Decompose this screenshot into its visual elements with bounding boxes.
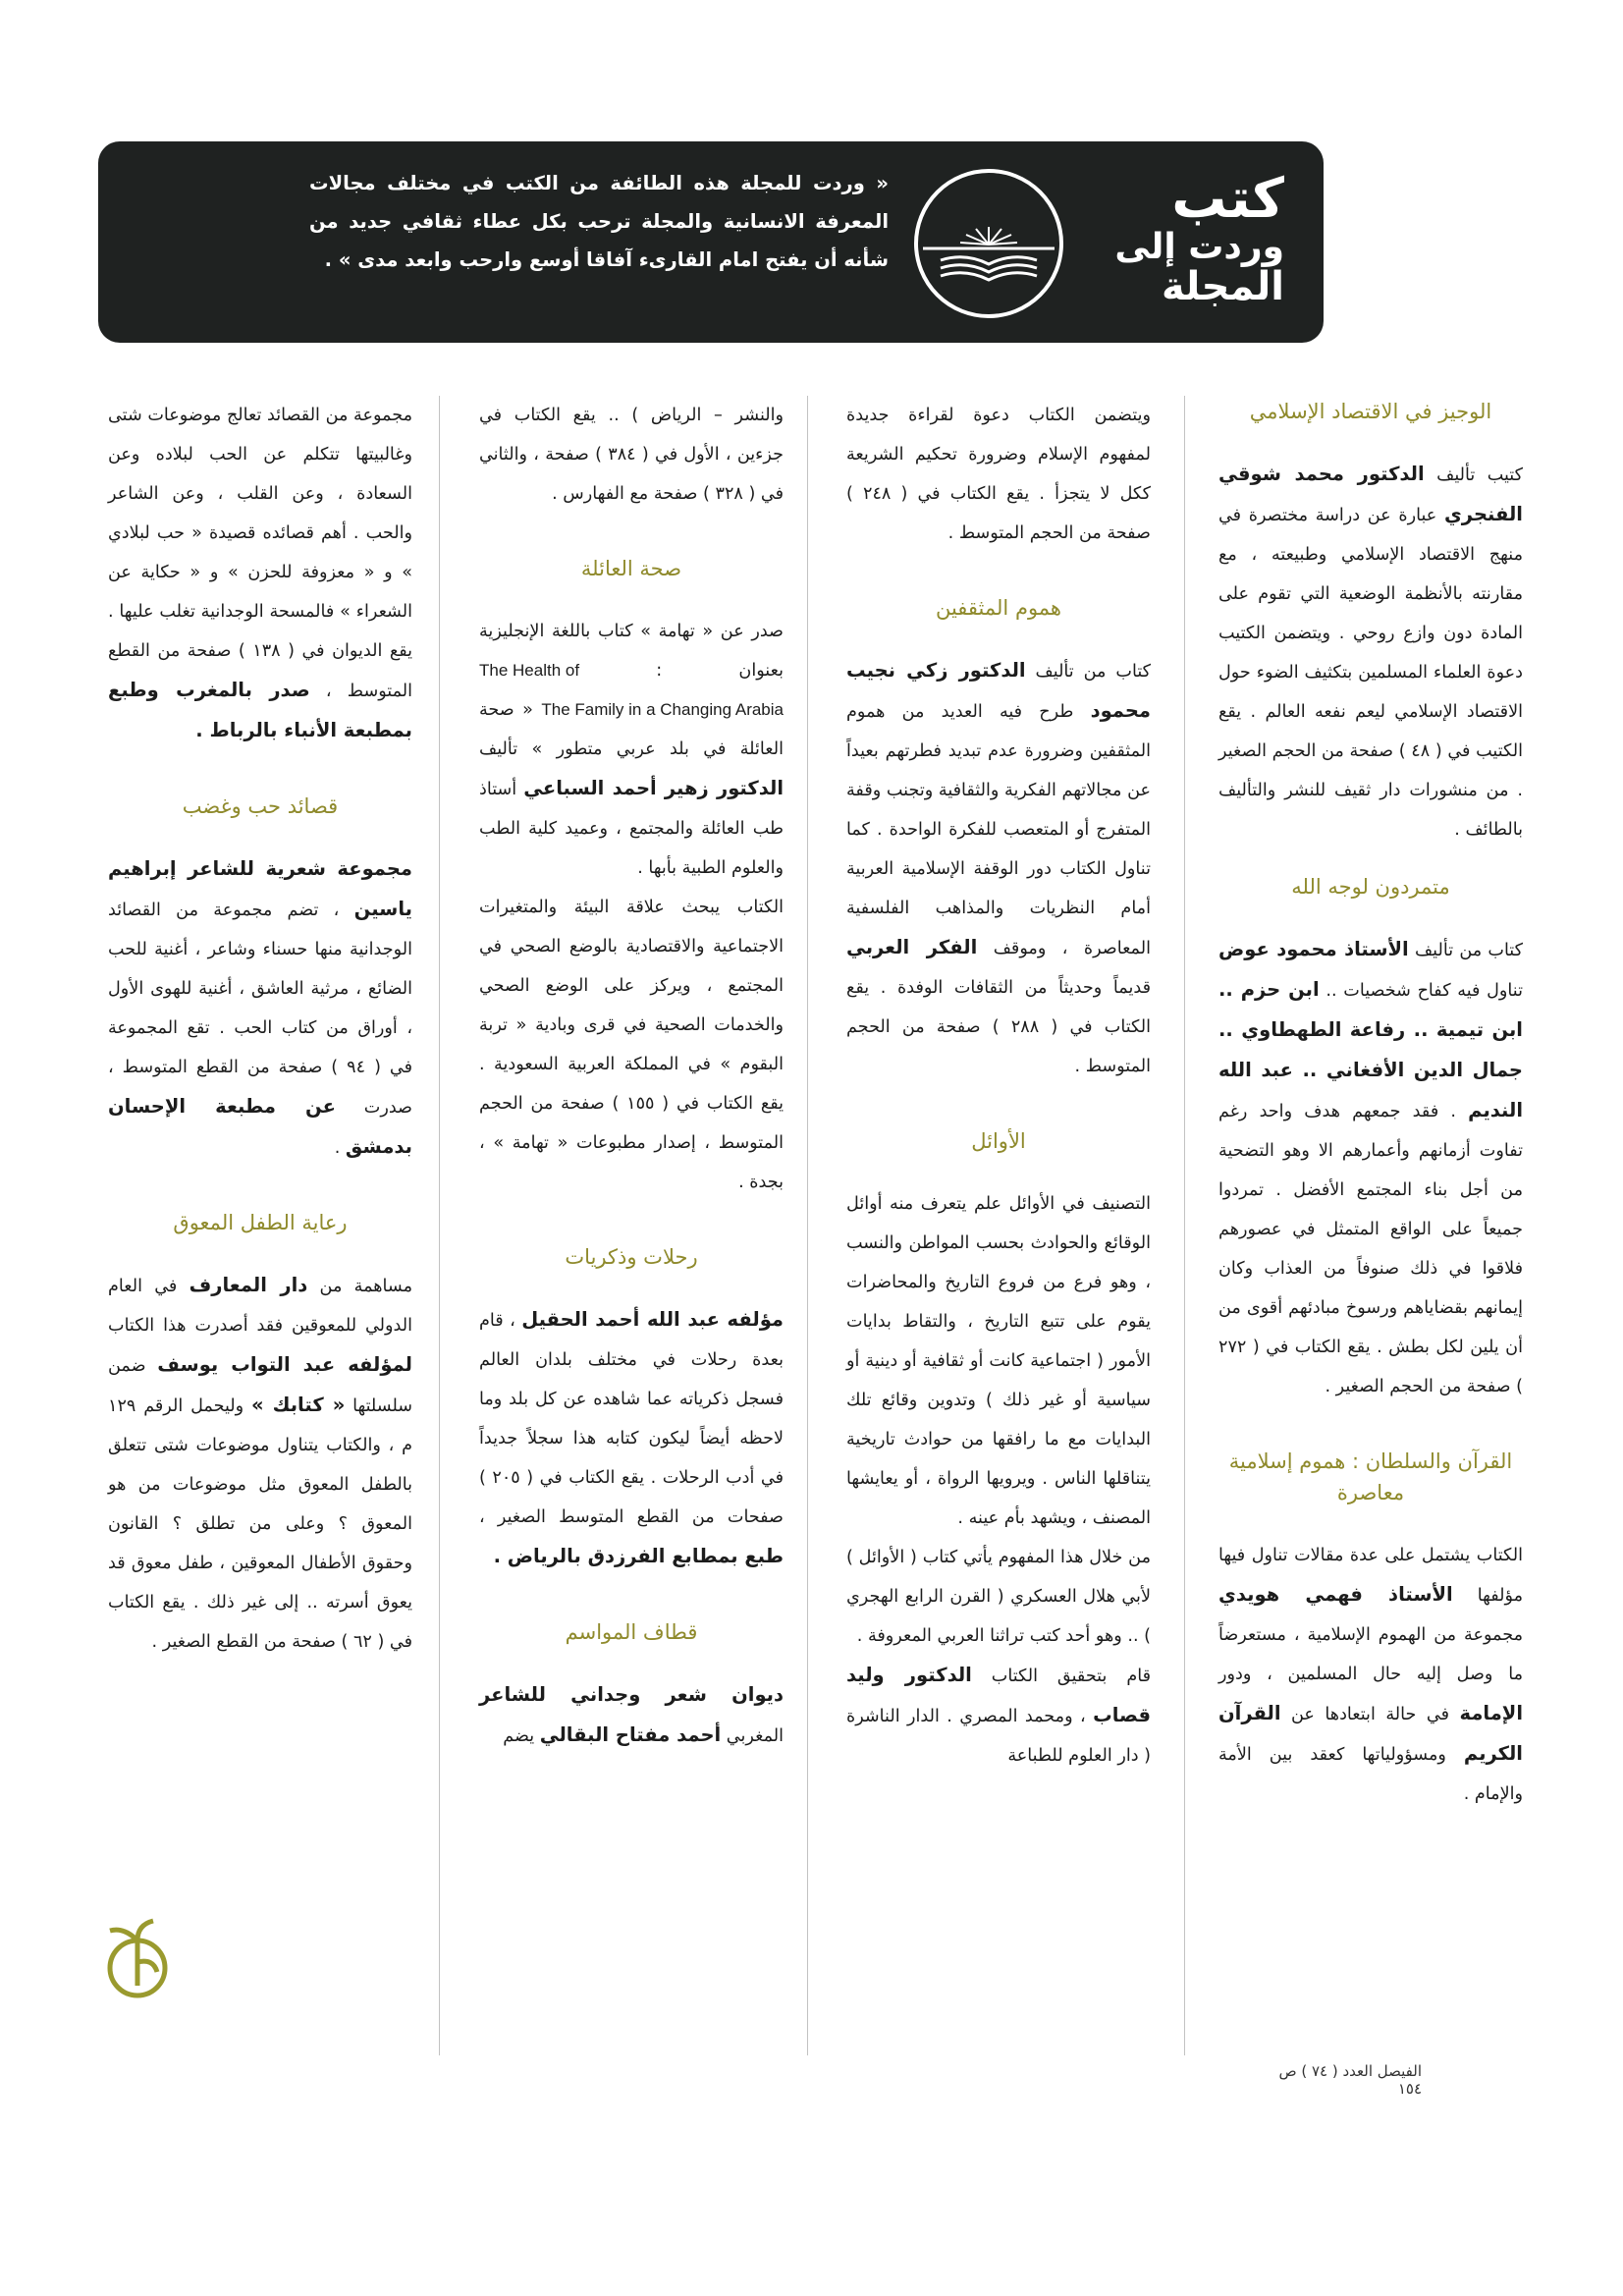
header-banner [98,141,1324,343]
article-paragraph: ويتضمن الكتاب دعوة لقراءة جديدة لمفهوم الإسلام وضرورة تحكيم الشريعة ككل لا يتجزأ . يقع الكتاب في ( ٢٤٨ ) صفحة من الحجم المتوسط . [846,406,1151,543]
section-heading: رعاية الطفل المعوق [173,1211,348,1234]
section-heading: رحلات وذكريات [565,1245,698,1269]
article-paragraph: كتيب تأليف الدكتور محمد شوقي الفنجري عبارة عن دراسة مختصرة في منهج الاقتصاد الإسلامي وطبيعته ، مع مقارنته بالأنظمة الوضعية التي تقوم على المادة دون وازع روحي . ويتضمن الكتيب دعوة العلماء المسلمين بتكثيف الضوء حول الاقتصاد الإسلامي ليعم نفعه العالم . يقع الكتيب في ( ٤٨ ) صفحة من الحجم الصغير . من منشورات دار ثقيف للنشر والتأليف بالطائف . [1218,463,1523,840]
article-paragraph: ديوان شعر وجداني للشاعر المغربي أحمد مفتاح البقالي يضم [479,1683,784,1746]
article-paragraph: من خلال هذا المفهوم يأتي كتاب ( الأوائل ) لأبي هلال العسكري ( القرن الرابع الهجري ) .. وهو أحد كتب تراثنا العربي المعروفة . [846,1548,1151,1646]
column-3 [479,396,784,2065]
magazine-mark-icon [102,1915,173,2001]
article-paragraph: قام بتحقيق الكتاب الدكتور وليد قصاب ، ومحمد المصري . الدار الناشرة ( دار العلوم للطباعة [846,1664,1151,1766]
section-heading: صحة العائلة [580,557,682,580]
article-paragraph: الكتاب يبحث علاقة البيئة والمتغيرات الاجتماعية والاقتصادية بالوضع الصحي في المجتمع ، ويركز على الوضع الصحي والخدمات الصحية في قرى وبادية « تربة البقوم » في المملكة العربية السعودية . يقع الكتاب في ( ١٥٥ ) صفحة من الحجم المتوسط ، إصدار مطبوعات « تهامة » ، بجدة . [479,898,784,1192]
article-paragraph: مؤلفه عبد الله أحمد الحقيل ، قام بعدة رحلات في مختلف بلدان العالم فسجل ذكرياته عما شاهده عن كل بلد وما لاحظه أيضاً ليكون كتابه هذا سجلاً جديداً في أدب الرحلات . يقع الكتاب في ( ٢٠٥ ) صفحات من القطع المتوسط الصغير ، طبع بمطابع الفرزدق بالرياض . [479,1308,784,1567]
article-paragraph: كتاب من تأليف الأستاذ محمود عوض تناول فيه كفاح شخصيات .. ابن حزم .. ابن تيمية .. رفاعة الطهطاوي .. جمال الدين الأفغاني .. عبد الله النديم . فقد جمعهم هدف واحد رغم تفاوت أزمانهم وأعمارهم الا وهو التضحية من أجل بناء المجتمع الأفضل . تمردوا جميعاً على الواقع المتمثل في عصورهم فلاقوا في ذلك صنوفاً من العذاب وكان إيمانهم بقضاياهم ورسوخ مبادئهم أقوى من أن يلين لكل بطش . يقع الكتاب في ( ٢٧٢ ) صفحة من الحجم الصغير . [1218,938,1523,1396]
section-heading: قصائد حب وغضب [182,794,339,818]
column-4 [108,396,412,2065]
section-heading: القرآن والسلطان : هموم إسلامية معاصرة [1228,1449,1513,1504]
column-2 [846,396,1151,2065]
article-paragraph: كتاب من تأليف الدكتور زكي نجيب محمود طرح فيه العديد من هموم المثقفين وضرورة عدم تبديد فطرتهم بعيداً عن مجالاتهم الفكرية والثقافية وتجنب وقفة المتفرج أو المتعصب للفكرة الواحدة . كما تناول الكتاب دور الوقفة الإسلامية العربية أمام النظريات والمذاهب الفلسفية المعاصرة ، وموقف الفكر العربي قديماً وحديثاً من الثقافات الوفدة . يقع الكتاب في ( ٢٨٨ ) صفحة من الحجم المتوسط . [846,659,1152,1076]
banner-title [1078,167,1284,309]
column-divider [1184,396,1185,2055]
banner-intro-text: « وردت للمجلة هذه الطائفة من الكتب في مختلف مجالات المعرفة الانسانية والمجلة ترحب بكل عطاء ثقافي جديد من شأنه أن يفتح امام القارىء آفاقا أوسع وارحب وابعد مدى » . [309,172,889,271]
banner-title-line2: وردت إلى [1114,226,1284,267]
section-heading: الوجيز في الاقتصاد الإسلامي [1249,400,1492,423]
section-heading: هموم المثقفين [935,596,1062,620]
column-1 [1218,396,1523,2065]
english-title-line: The Family in a Changing Arabia [541,700,784,719]
page-footer: الفيصل العدد ( ٧٤ ) ص ١٥٤ [1278,2062,1422,2098]
column-divider [439,396,440,2055]
section-heading: قطاف المواسم [565,1620,698,1644]
article-paragraph: مجموعة شعرية للشاعر إبراهيم ياسين ، تضم مجموعة من القصائد الوجدانية منها حسناء وشاعر ، أغنية للحب الضائع ، مرثية العاشق ، أغنية للهوى الأول ، أوراق من كتاب الحب . تقع المجموعة في ( ٩٤ ) صفحة من القطع المتوسط ، صدرت عن مطبعة الإحسان بدمشق . [108,857,413,1158]
section-heading: الأوائل [971,1129,1026,1153]
banner-title-line1: كتب [1171,167,1284,231]
column-divider [807,396,808,2055]
article-paragraph: مساهمة من دار المعارف في العام الدولي للمعوقين فقد أصدرت هذا الكتاب لمؤلفه عبد التواب يوسف ضمن سلسلتها « كتابك » وليحمل الرقم ١٢٩ م ، والكتاب يتناول موضوعات شتى تتعلق بالطفل المعوق مثل موضوعات من هو المعوق ؟ وعلى من تطلق ؟ القانون وحقوق الأطفال المعوقين ، طفل معوق قد يعوق أسرته .. إلى غير ذلك . يقع الكتاب في ( ٦٢ ) صفحة من القطع الصغير . [108,1274,413,1652]
banner-title-line3: المجلة [1162,263,1284,309]
article-paragraph: والنشر – الرياض ) .. يقع الكتاب في جزءين ، الأول في ( ٣٨٤ ) صفحة ، والثاني في ( ٣٢٨ ) صفحة مع الفهارس . [479,406,784,504]
open-book-logo-icon [911,166,1066,321]
article-paragraph: الكتاب يشتمل على عدة مقالات تناول فيها مؤلفها الأستاذ فهمي هويدي مجموعة من الهموم الإسلامية ، مستعرضاً ما وصل إليه حال المسلمين ، ودور الإمامة في حالة ابتعادها عن القرآن الكريم ومسؤولياتها كعقد بين الأمة والإمام . [1218,1546,1523,1804]
english-title-line: The Health of [479,661,580,680]
article-paragraph: التصنيف في الأوائل علم يتعرف منه أوائل الوقائع والحوادث بحسب المواطن والنسب ، وهو فرع من فروع التاريخ والمحاضرات يقوم على تتبع التاريخ ، والتقاط بدايات الأمور ( اجتماعية كانت أو ثقافية أو دينية أو سياسية أو غير ذلك ) وتدوين وقائع تلك البدايات مع ما رافقها من حوادث تاريخية يتناقلها الناس . ويرويها الرواة ، أو يعايشها المصنف ، ويشهد بأم عينه . [846,1194,1151,1528]
article-paragraph: مجموعة من القصائد تعالج موضوعات شتى وغالبيتها تتكلم عن الحب لبلاده وعن السعادة ، وعن القلب ، وعن الشاعر والحب . أهم قصائده قصيدة « حب لبلادي » و « معزوفة للحزن » و « حكاية عن الشعراء » فالمسحة الوجدانية تغلب عليها . يقع الديوان في ( ١٣٨ ) صفحة من القطع المتوسط ، صدر بالمغرب وطبع بمطبعة الأنباء بالرباط . [108,406,413,741]
article-paragraph: صدر عن « تهامة » كتاب باللغة الإنجليزية بعنوان : The Health of The Family in a Changing Arabia « صحة العائلة في بلد عربي متطور » تأليف الدكتور زهير أحمد السباعي أستاذ طب العائلة والمجتمع ، وعميد كلية الطب والعلوم الطبية بأبها . [479,622,784,878]
section-heading: متمردون لوجه الله [1291,875,1450,899]
